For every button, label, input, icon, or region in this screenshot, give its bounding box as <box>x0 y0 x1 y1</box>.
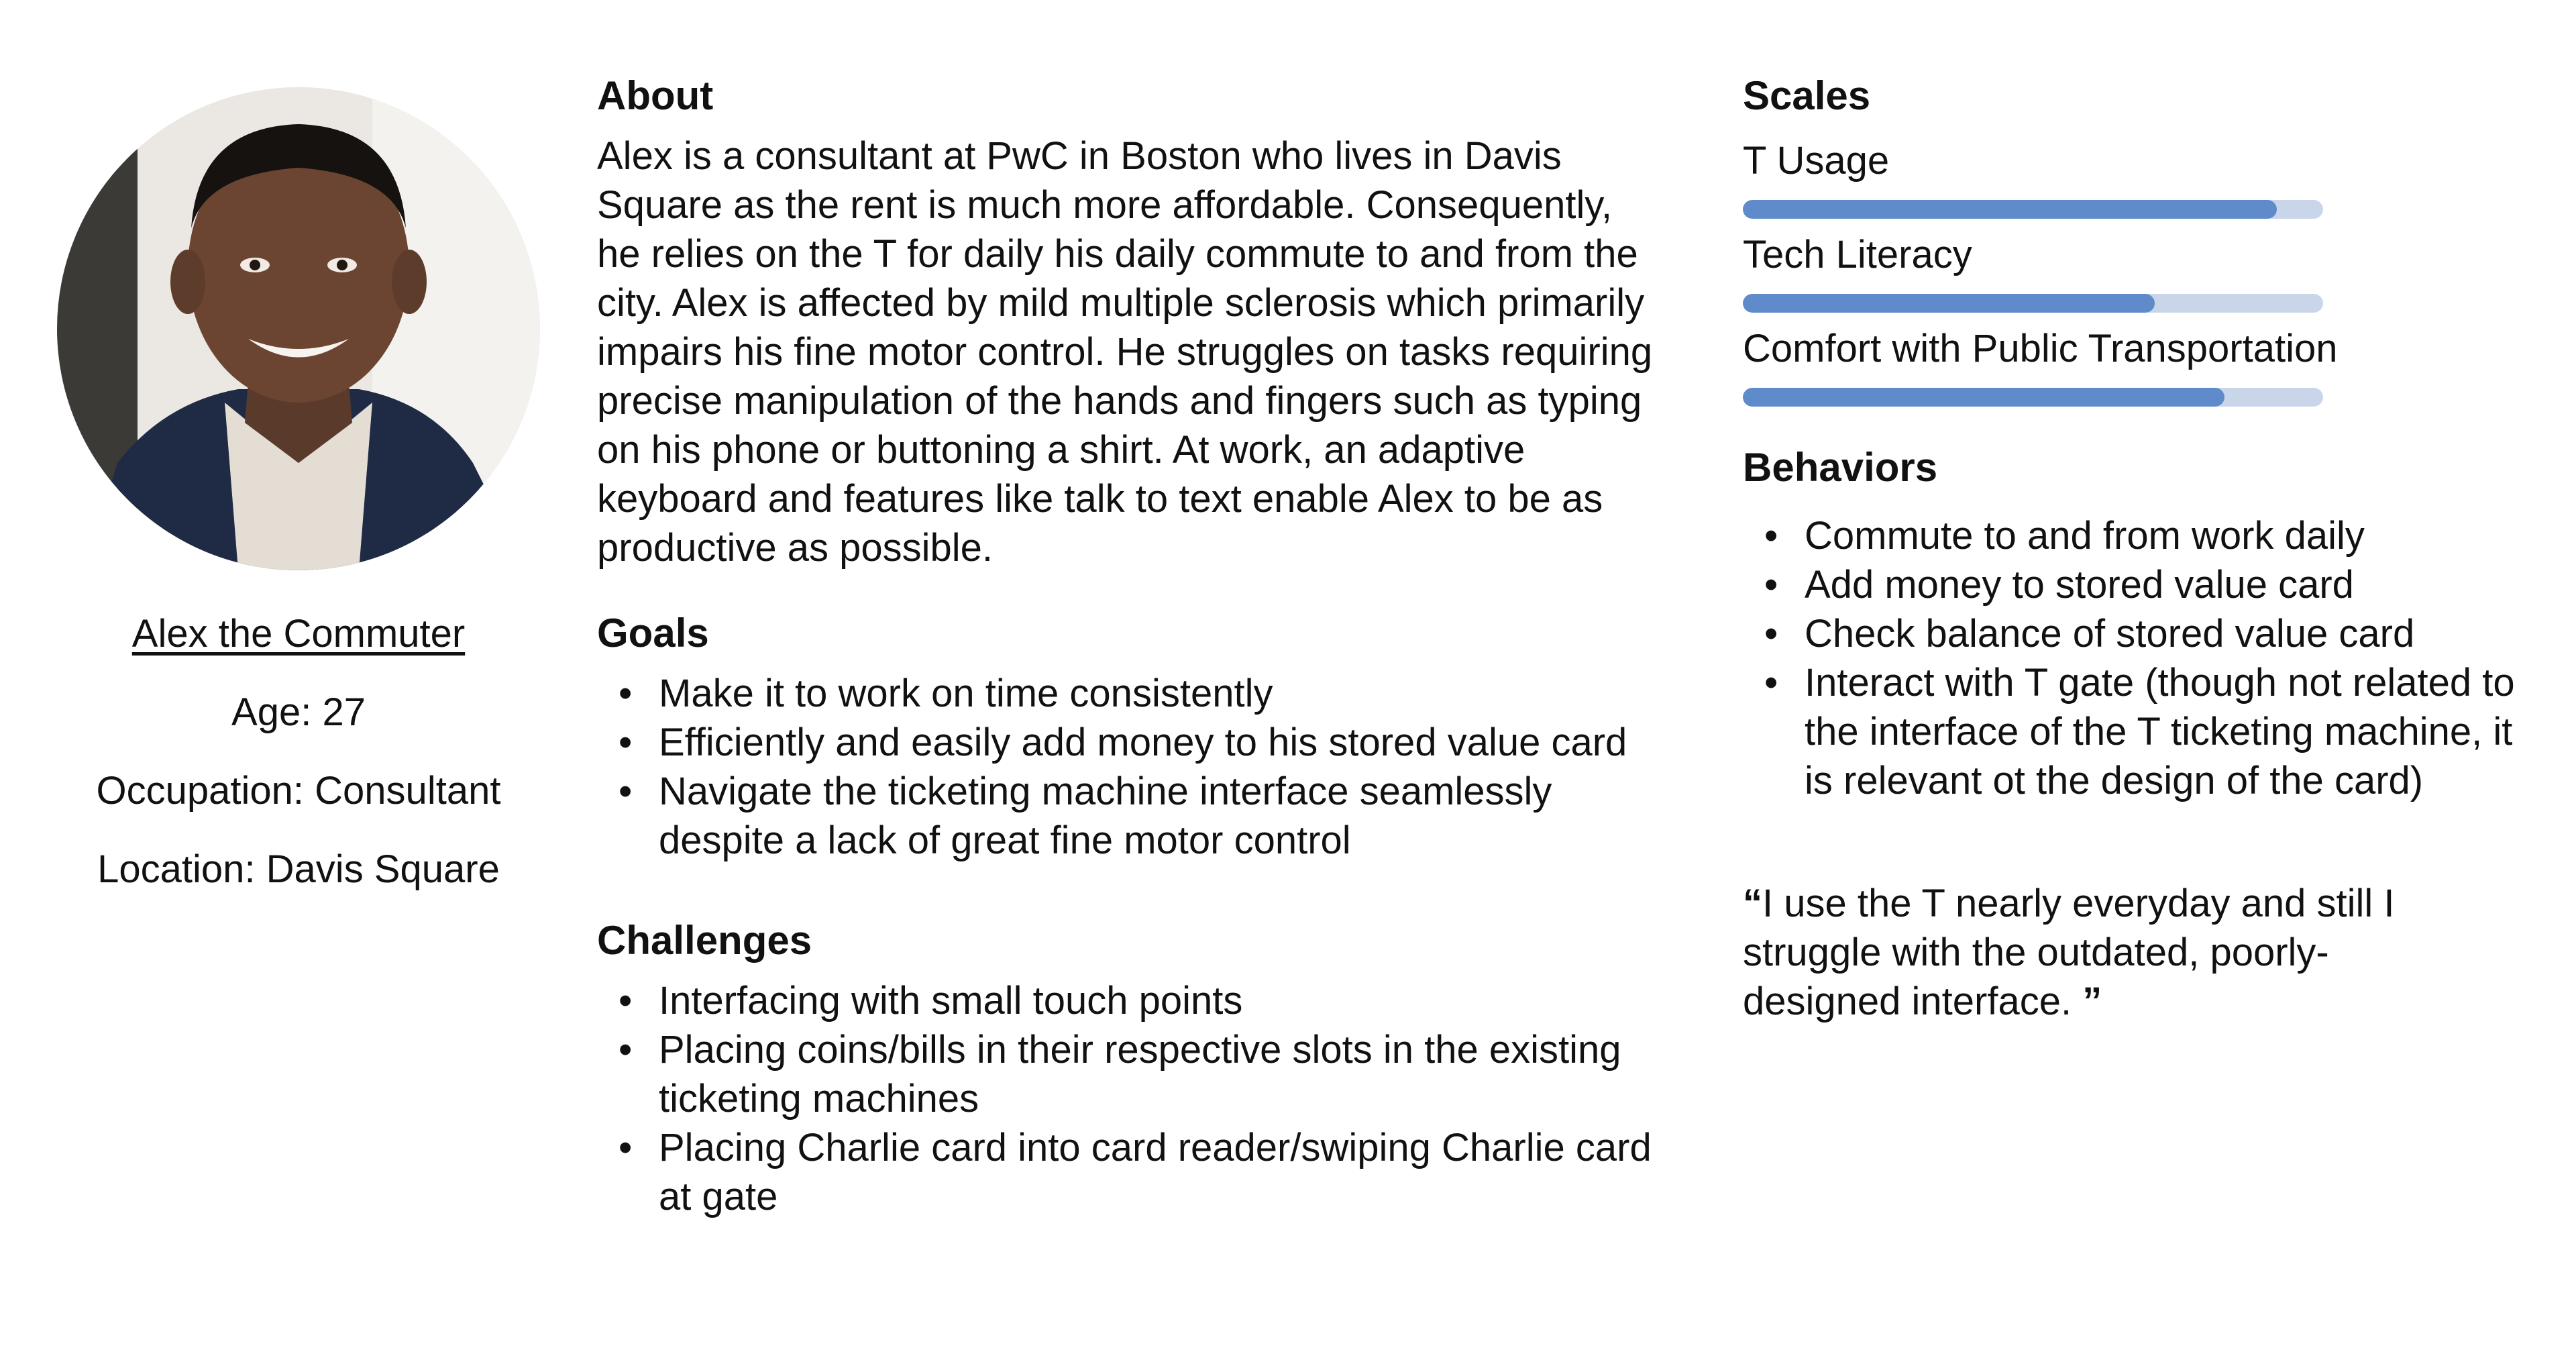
persona-occupation: Occupation: Consultant <box>96 769 501 813</box>
bullet-icon: • <box>619 721 633 764</box>
bullet-icon: • <box>1764 514 1778 558</box>
avatar <box>57 87 540 570</box>
persona-quote <box>1743 879 2481 1026</box>
challenge-text: Placing Charlie card into card reader/swiping Charlie card at gate <box>659 1126 1652 1218</box>
persona-photo <box>57 87 540 570</box>
list-item <box>1743 511 2534 560</box>
bullet-icon: • <box>619 979 633 1023</box>
challenges-section <box>597 912 1670 1221</box>
scale-label-comfort-public-transport: Comfort with Public Transportation <box>1743 327 2338 370</box>
goal-text: Navigate the ticketing machine interface seamlessly despite a lack of great fine motor control <box>659 770 1552 862</box>
persona-attributes <box>1743 67 2534 1026</box>
goals-heading: Goals <box>597 611 709 656</box>
list-item <box>597 1123 1670 1221</box>
behavior-text: Commute to and from work daily <box>1805 514 2365 558</box>
list-item <box>597 976 1670 1025</box>
challenge-text: Interfacing with small touch points <box>659 979 1243 1023</box>
close-quote-mark: ” <box>2082 980 2102 1023</box>
challenge-text: Placing coins/bills in their respective slots in the existing ticketing machines <box>659 1028 1621 1120</box>
behavior-text: Interact with T gate (though not related to the interface of the T ticketing machine, it is relevant ot the design of the card) <box>1805 661 2515 802</box>
goal-text: Efficiently and easily add money to his stored value card <box>659 721 1627 764</box>
scale-track <box>1743 294 2323 313</box>
list-item <box>1743 609 2534 658</box>
quote-text: I use the T nearly everyday and still I struggle with the outdated, poorly-designed interface. <box>1743 882 2395 1023</box>
behavior-text: Check balance of stored value card <box>1805 612 2415 656</box>
bullet-icon: • <box>619 1028 633 1072</box>
behaviors-heading: Behaviors <box>1743 445 1938 490</box>
behavior-text: Add money to stored value card <box>1805 563 2354 607</box>
about-section <box>597 67 1670 572</box>
about-heading: About <box>597 73 714 118</box>
goals-section <box>597 605 1670 865</box>
scale-fill <box>1743 388 2224 407</box>
scales-section <box>1743 67 2534 407</box>
bullet-icon: • <box>1764 661 1778 704</box>
persona-name: Alex the Commuter <box>131 612 466 656</box>
list-item <box>597 718 1670 767</box>
list-item <box>597 767 1670 865</box>
list-item <box>1743 560 2534 609</box>
scale-track <box>1743 388 2323 407</box>
list-item <box>1743 658 2534 805</box>
persona-card <box>40 87 557 896</box>
persona-location: Location: Davis Square <box>97 847 500 891</box>
scale-label-tech-literacy: Tech Literacy <box>1743 233 1972 276</box>
scale-label-t-usage: T Usage <box>1743 139 1890 182</box>
open-quote-mark: “ <box>1743 882 1762 925</box>
bullet-icon: • <box>1764 563 1778 607</box>
bullet-icon: • <box>1764 612 1778 656</box>
behaviors-list <box>1743 511 2534 805</box>
persona-age: Age: 27 <box>231 690 366 734</box>
challenges-list <box>597 976 1670 1221</box>
scale-fill <box>1743 200 2277 219</box>
scales-heading: Scales <box>1743 73 1871 118</box>
bullet-icon: • <box>619 672 633 715</box>
behaviors-section <box>1743 439 2534 805</box>
bullet-icon: • <box>619 770 633 813</box>
list-item <box>597 1025 1670 1123</box>
goals-list <box>597 669 1670 865</box>
about-text: Alex is a consultant at PwC in Boston who lives in Davis Square as the rent is much more affordable. Consequently, he relies on the T for daily his daily commute to and from the city. Alex is affected by mild multiple sclerosis which primarily impairs his fine motor control. He struggles on tasks requiring precise manipulation of the hands and fingers such as typing on his phone or buttoning a shirt. At work, an adaptive keyboard and features like talk to text enable Alex to be as productive as possible. <box>597 134 1653 570</box>
bullet-icon: • <box>619 1126 633 1169</box>
list-item <box>597 669 1670 718</box>
goal-text: Make it to work on time consistently <box>659 672 1273 715</box>
persona-details <box>597 67 1670 1221</box>
scale-track <box>1743 200 2323 219</box>
challenges-heading: Challenges <box>597 918 812 963</box>
scale-fill <box>1743 294 2155 313</box>
